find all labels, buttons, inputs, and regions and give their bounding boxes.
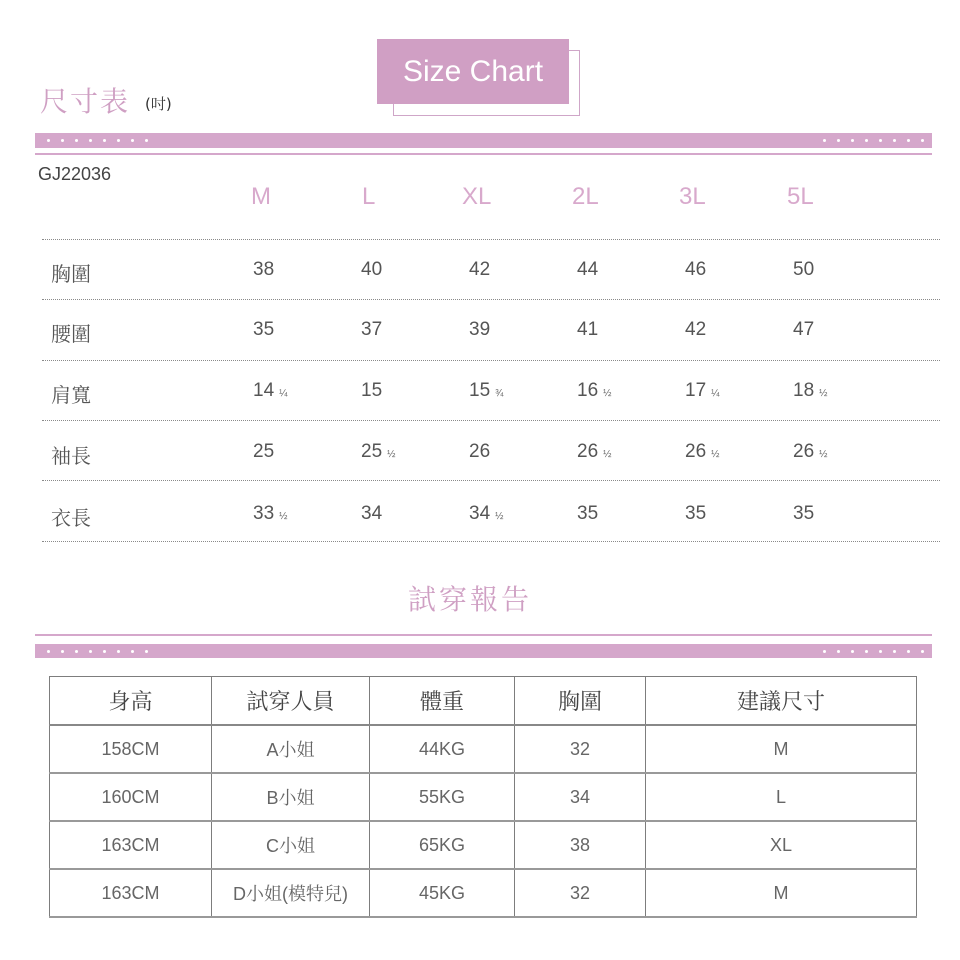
- size-cell: 16 ½: [577, 380, 612, 401]
- size-header-5l: 5L: [787, 183, 814, 210]
- row-divider: [42, 239, 940, 240]
- unit-label: (吋): [145, 95, 172, 113]
- size-cell: 18 ½: [793, 380, 828, 401]
- header-height: 身高: [50, 677, 212, 726]
- row-divider: [42, 480, 940, 481]
- bar-dots-left: [47, 136, 148, 145]
- table-header-row: [50, 677, 917, 726]
- cell-height: 163CM: [50, 869, 212, 917]
- size-cell: 17 ¼: [685, 380, 720, 401]
- cell-tester: C小姐: [212, 821, 370, 869]
- size-cell: 35: [577, 503, 599, 524]
- fitting-report-title: 試穿報告: [407, 583, 532, 616]
- size-cell: 25 ½: [361, 441, 396, 462]
- size-cell: 25: [253, 441, 275, 462]
- table-row: [50, 725, 917, 773]
- header-bust: 胸圍: [515, 677, 646, 726]
- size-chart-badge: Size Chart: [377, 39, 569, 104]
- size-header-m: M: [251, 183, 271, 210]
- size-cell: 37: [361, 319, 383, 340]
- row-divider: [42, 360, 940, 361]
- cell-size: L: [646, 773, 917, 821]
- header-tester: 試穿人員: [212, 677, 370, 726]
- cell-size: M: [646, 725, 917, 773]
- cell-height: 158CM: [50, 725, 212, 773]
- cell-height: 160CM: [50, 773, 212, 821]
- cell-size: M: [646, 869, 917, 917]
- size-cell: 15: [361, 380, 383, 401]
- page-title: 尺寸表: [40, 85, 131, 118]
- size-cell: 33 ½: [253, 503, 288, 524]
- cell-weight: 44KG: [370, 725, 515, 773]
- decorative-bar-top: [35, 133, 932, 148]
- cell-bust: 34: [515, 773, 646, 821]
- size-header-3l: 3L: [679, 183, 706, 210]
- decorative-bar-bottom: [35, 644, 932, 658]
- size-cell: 42: [685, 319, 707, 340]
- size-header-xl: XL: [462, 183, 492, 210]
- cell-weight: 65KG: [370, 821, 515, 869]
- row-divider: [42, 299, 940, 300]
- size-cell: 46: [685, 259, 707, 280]
- fitting-table: [49, 676, 917, 918]
- cell-tester: B小姐: [212, 773, 370, 821]
- table-row: [50, 821, 917, 869]
- row-divider: [42, 541, 940, 542]
- size-cell: 14 ¼: [253, 380, 288, 401]
- size-header-l: L: [362, 183, 376, 210]
- size-cell: 35: [253, 319, 275, 340]
- size-cell: 26 ½: [685, 441, 720, 462]
- row-label-bust: 胸圍: [51, 262, 91, 286]
- size-cell: 26: [469, 441, 491, 462]
- table-row: [50, 869, 917, 917]
- size-cell: 42: [469, 259, 491, 280]
- row-label-length: 衣長: [51, 506, 91, 530]
- cell-bust: 38: [515, 821, 646, 869]
- size-cell: 34 ½: [469, 503, 504, 524]
- decorative-line-top: [35, 153, 932, 155]
- cell-weight: 45KG: [370, 869, 515, 917]
- size-cell: 41: [577, 319, 599, 340]
- size-cell: 44: [577, 259, 599, 280]
- cell-size: XL: [646, 821, 917, 869]
- cell-tester: A小姐: [212, 725, 370, 773]
- table-row: [50, 773, 917, 821]
- size-cell: 35: [685, 503, 707, 524]
- header-weight: 體重: [370, 677, 515, 726]
- product-code: GJ22036: [38, 164, 112, 184]
- size-cell: 26 ½: [793, 441, 828, 462]
- size-cell: 40: [361, 259, 383, 280]
- bar-dots-right: [823, 136, 924, 145]
- row-label-sleeve: 袖長: [51, 444, 91, 468]
- bar-dots-right: [823, 647, 924, 656]
- cell-weight: 55KG: [370, 773, 515, 821]
- decorative-line-bottom: [35, 634, 932, 636]
- row-divider: [42, 420, 940, 421]
- bar-dots-left: [47, 647, 148, 656]
- cell-bust: 32: [515, 725, 646, 773]
- size-cell: 39: [469, 319, 491, 340]
- size-cell: 34: [361, 503, 383, 524]
- cell-tester: D小姐(模特兒): [212, 869, 370, 917]
- row-label-shoulder: 肩寬: [51, 383, 91, 407]
- size-header-2l: 2L: [572, 183, 599, 210]
- cell-height: 163CM: [50, 821, 212, 869]
- size-cell: 47: [793, 319, 815, 340]
- size-cell: 15 ¾: [469, 380, 504, 401]
- cell-bust: 32: [515, 869, 646, 917]
- size-cell: 50: [793, 259, 815, 280]
- size-cell: 38: [253, 259, 275, 280]
- row-label-waist: 腰圍: [51, 322, 91, 346]
- size-cell: 26 ½: [577, 441, 612, 462]
- header-suggested-size: 建議尺寸: [646, 677, 917, 726]
- size-cell: 35: [793, 503, 815, 524]
